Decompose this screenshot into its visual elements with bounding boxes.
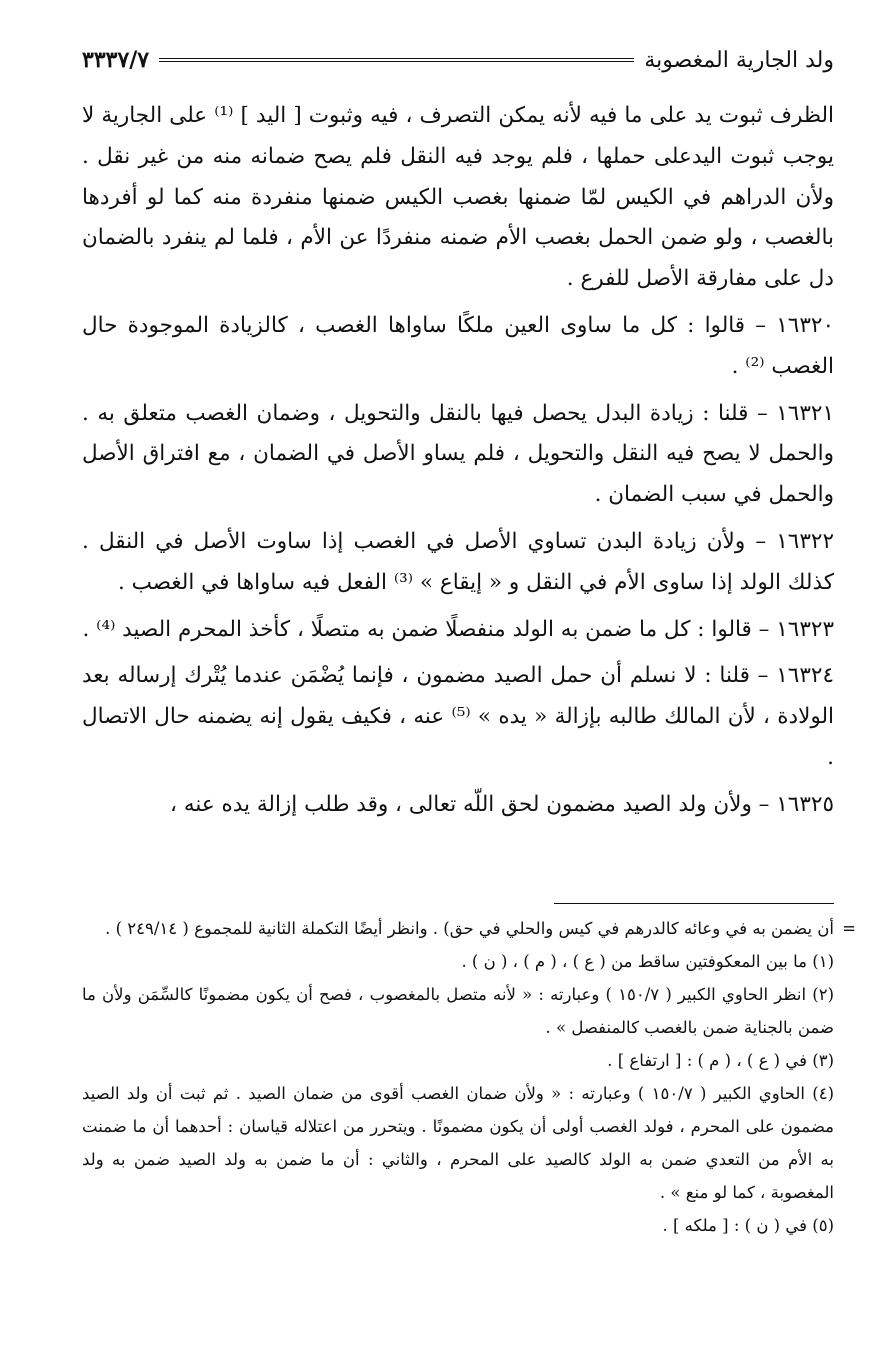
header-rule — [159, 58, 634, 62]
footnotes — [82, 912, 856, 1242]
paragraph: الظرف ثبوت يد على ما فيه لأنه يمكن التصرف ، فيه وثبوت [ اليد ] ⁽¹⁾ على الجارية لا يوجب ثبوت اليدعلى حملها ، فلم يوجد فيه النقل فلم يصح ضمانه منه من غير نقل . ولأن الدراهم في الكيس لمّا ضمنها بغصب الكيس ضمنها منفردة منه كما لو أفردها بالغصب ، ولو ضمن الحمل بغصب الأم ضمنه منفردًا عن الأم ، فلما لم ينفرد بالضمان دل على مفارقة الأصل للفرع . — [82, 103, 834, 292]
footnote-text: أن يضمن به في وعائه كالدرهم في كيس والحلي في حق) . وانظر أيضًا التكملة الثانية للمجموع ( ٢٤٩/١٤ ) . — [105, 919, 834, 938]
footnote: (١) ما بين المعكوفتين ساقط من ( ع ) ، ( م ) ، ( ن ) . — [461, 952, 834, 971]
footnote: (٤) الحاوي الكبير ( ١٥٠/٧ ) وعبارته : « ولأن ضمان الغصب أقوى من ضمان الصيد . ثم ثبت أن ولد الصيد مضمون على المحرم ، فولد الغصب أولى أن يكون مضمونًا . ويتحرر من اعتلاله قياسان : أحدهما أن ما ضمنت به الأم من التعدي ضمن به الولد كالصيد على المحرم ، والثاني : أن ما ضمن به ولد الصيد ضمن به ولد المغصوبة ، كما لو منع » . — [82, 1084, 835, 1202]
paragraph: ١٦٣٢١ – قلنا : زيادة البدل يحصل فيها بالنقل والتحويل ، وضمان الغصب متعلق به . والحمل لا يصح فيه النقل والتحويل ، فلم يساو الأصل في الضمان ، مع افتراق الأصل والحمل في سبب الضمان . — [82, 400, 834, 508]
paragraph: ١٦٣٢٥ – ولأن ولد الصيد مضمون لحق اللّه تعالى ، وقد طلب إزالة يده عنه ، — [170, 791, 834, 817]
paragraph: ١٦٣٢٣ – قالوا : كل ما ضمن به الولد منفصلًا ضمن به متصلًا ، كأخذ المحرم الصيد ⁽⁴⁾ . — [82, 616, 834, 642]
footnote: (٥) في ( ن ) : [ ملكه ] . — [662, 1216, 834, 1235]
page-header — [82, 40, 834, 80]
running-title: ولد الجارية المغصوبة — [644, 47, 834, 73]
footnote: (٣) في ( ع ) ، ( م ) : [ ارتفاع ] . — [607, 1051, 834, 1070]
paragraph: ١٦٣٢٤ – قلنا : لا نسلم أن حمل الصيد مضمون ، فإنما يُضْمَن عندما يُتْرك إرساله بعد الولادة ، لأن المالك طالبه بإزالة « يده » ⁽⁵⁾ عنه ، فكيف يقول إنه يضمنه حال الاتصال . — [82, 663, 834, 770]
footnote: (٢) انظر الحاوي الكبير ( ١٥٠/٧ ) وعبارته : « لأنه متصل بالمغصوب ، فصح أن يكون مضمونًا كالسِّمَن ولأن ما ضمن بالجناية ضمن بالغصب كالمنفصل » . — [82, 985, 834, 1037]
footnote-separator — [554, 903, 834, 904]
paragraph: ١٦٣٢٢ – ولأن زيادة البدن تساوي الأصل في الغصب إذا ساوت الأصل في النقل . كذلك الولد إذا ساوى الأم في النقل و « إيقاع » ⁽³⁾ الفعل فيه ساواها في الغصب . — [82, 528, 834, 595]
page-number: ٣٣٣٧/٧ — [82, 47, 150, 73]
continuation-mark: = — [842, 919, 856, 938]
paragraph: ١٦٣٢٠ – قالوا : كل ما ساوى العين ملكًا ساواها الغصب ، كالزيادة الموجودة حال الغصب ⁽²⁾ . — [82, 312, 834, 379]
main-text — [82, 96, 834, 832]
footnote-continuation — [82, 912, 856, 945]
